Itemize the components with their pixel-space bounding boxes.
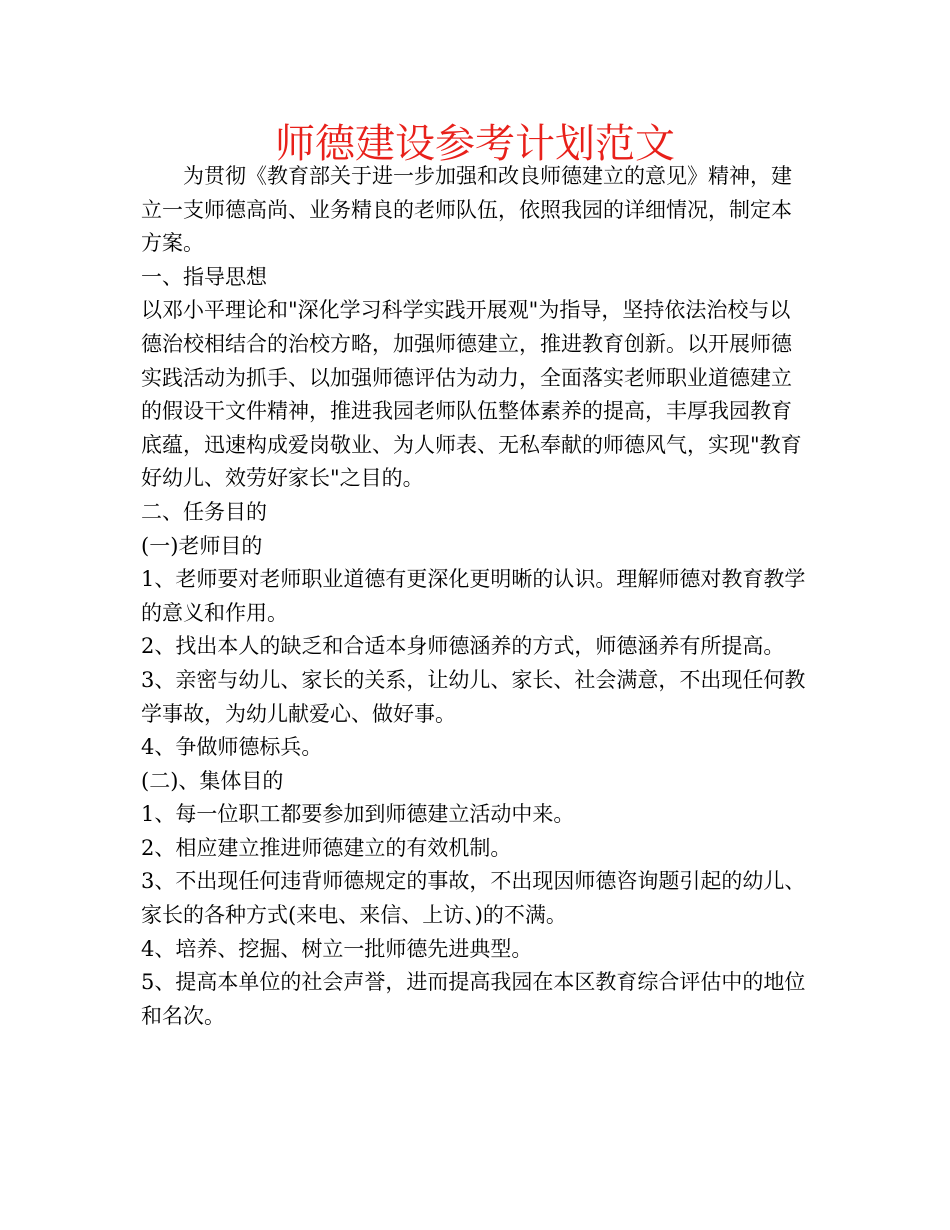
subsection-heading: (一)老师目的 [141, 533, 263, 558]
document-title: 师德建设参考计划范文 [275, 121, 675, 167]
body-paragraph: 以邓小平理论和"深化学习科学实践开展观"为指导，坚持依法治校与以德治校相结合的治校方略，加强师德建立，推进教育创新。以开展师德实践活动为抓手、以加强师德评估为动力，全面落实老师职业道德建立的假设干文件精神，推进我园老师队伍整体素养的提高，丰厚我园教育底蕴，迅速构成爱岗敬业、为人师表、无私奉献的师德风气，实现"教育好幼儿、效劳好家长"之目的。 [141, 298, 802, 491]
list-item: 1、每一位职工都要参加到师德建立活动中来。 [141, 802, 575, 827]
list-item: 2、找出本人的缺乏和合适本身师德涵养的方式，师德涵养有所提高。 [141, 634, 785, 659]
section-heading: 二、任务目的 [141, 499, 267, 524]
subsection-heading: (二)、集体目的 [141, 768, 284, 793]
list-item: 1、老师要对老师职业道德有更深化更明晰的认识。理解师德对教育教学的意义和作用。 [141, 567, 806, 625]
list-item: 5、提高本单位的社会声誉，进而提高我园在本区教育综合评估中的地位和名次。 [141, 970, 806, 1028]
intro-paragraph: 为贯彻《教育部关于进一步加强和改良师德建立的意见》精神，建立一支师德高尚、业务精良的老师队伍，依照我园的详细情况，制定本方案。 [141, 164, 792, 256]
section-heading: 一、指导思想 [141, 264, 267, 289]
list-item: 4、争做师德标兵。 [141, 735, 323, 760]
list-item: 4、培养、挖掘、树立一批师德先进典型。 [141, 936, 533, 961]
list-item: 3、不出现任何违背师德规定的事故，不出现因师德咨询题引起的幼儿、家长的各种方式(来电、来信、上访、)的不满。 [141, 869, 806, 928]
list-item: 2、相应建立推进师德建立的有效机制。 [141, 835, 512, 860]
document-body [141, 160, 811, 1033]
list-item: 3、亲密与幼儿、家长的关系，让幼儿、家长、社会满意，不出现任何教学事故，为幼儿献爱心、做好事。 [141, 667, 806, 726]
